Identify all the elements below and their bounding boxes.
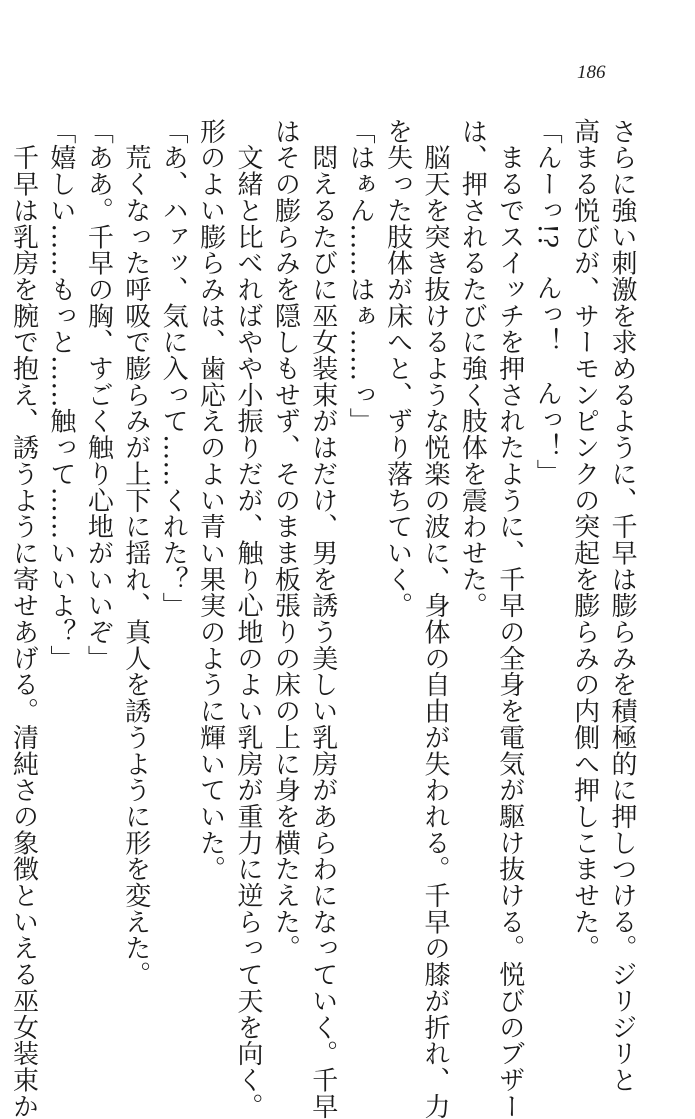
text-line: はその膨らみを隠しもせず、そのまま板張りの床の上に身を横たえた。 [270, 118, 301, 962]
text-line: を失った肢体が床へと、ずり落ちていく。 [382, 118, 413, 619]
body-text [8, 118, 640, 1119]
text-line: 形のよい膨らみは、歯応えのよい青い果実のように輝いていた。 [195, 118, 226, 883]
text-line: さらに強い刺激を求めるように、千早は膨らみを積極的に押しつける。ジリジリと [607, 118, 637, 1093]
text-line: 悶えるたびに巫女装束がはだけ、男を誘う美しい乳房があらわになっていく。千早 [307, 118, 338, 1119]
text-line: 「んーっ!? んっ！ んっ！」 [532, 118, 563, 486]
text-line: 荒くなった呼吸で膨らみが上下に揺れ、真人を誘うように形を変えた。 [120, 118, 151, 988]
page-number: 186 [577, 62, 606, 83]
text-line: 「はぁん……はぁ……っ」 [345, 118, 376, 435]
text-line: 脳天を突き抜けるような悦楽の波に、身体の自由が失われる。千早の膝が折れ、力 [419, 118, 450, 1119]
text-line: 「嬉しい……もっと……触って……いいよ？」 [45, 118, 76, 672]
text-line: まるでスイッチを押されたように、千早の全身を電気が駆け抜ける。悦びのブザー [494, 118, 525, 1119]
text-line: 「ああ。千早の胸、すごく触り心地がいいぞ」 [83, 118, 114, 672]
text-line: 文緒と比べればやや小振りだが、触り心地のよい乳房が重力に逆らって天を向く。 [232, 118, 263, 1119]
text-line: は、押されるたびに強く肢体を震わせた。 [457, 118, 488, 619]
text-line: 高まる悦びが、サーモンピンクの突起を膨らみの内側へ押しこませた。 [569, 118, 600, 962]
text-line: 千早は乳房を腕で抱え、誘うように寄せあげる。清純さの象徴といえる巫女装束か [8, 118, 39, 1119]
text-line: 「あ、ハァッ、気に入って……くれた？」 [158, 118, 189, 619]
